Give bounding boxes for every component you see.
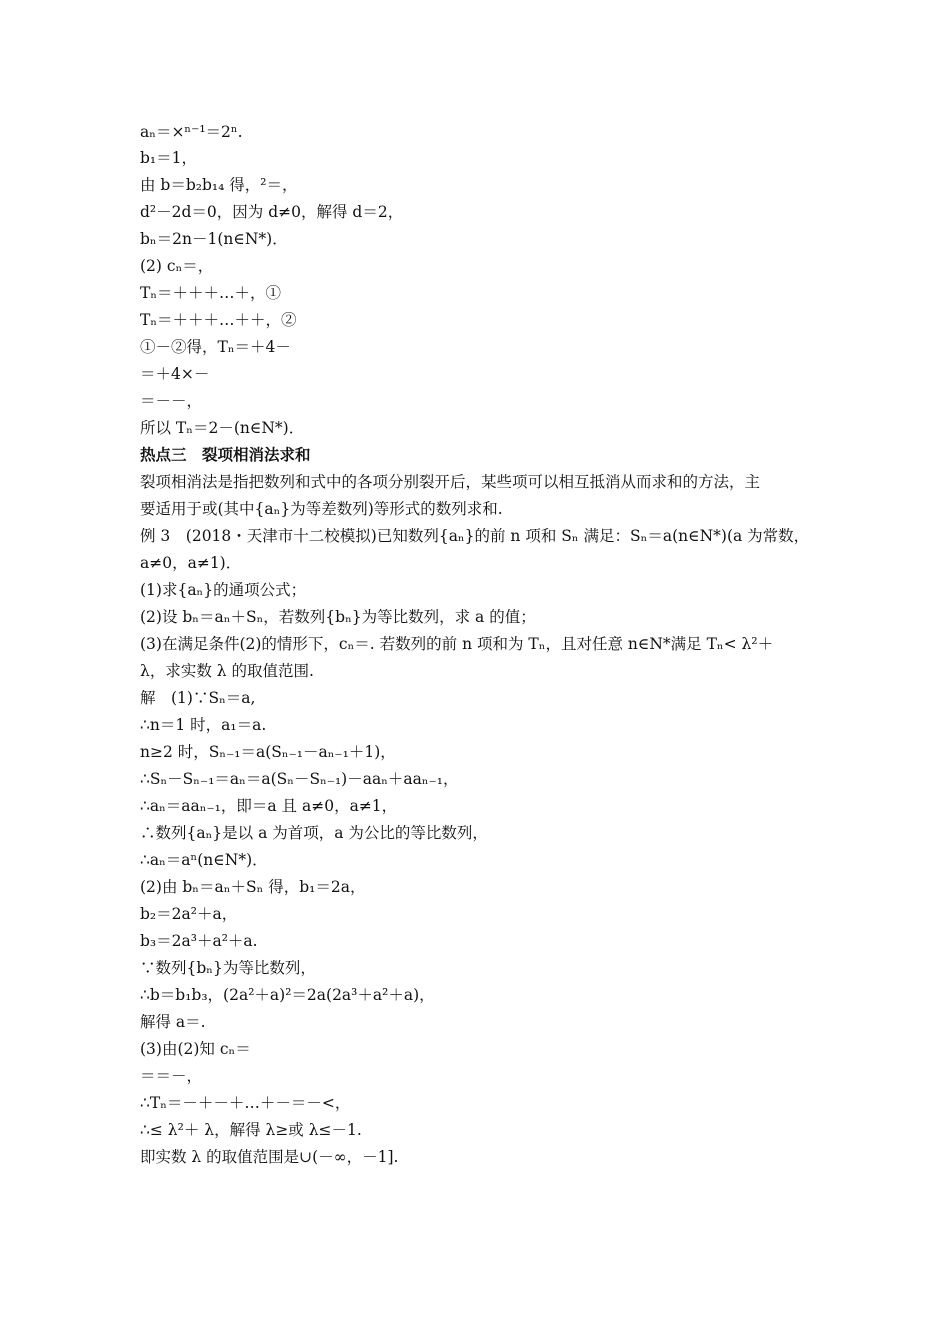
text-line: b₁＝1， [140, 149, 197, 167]
text-line: b₂＝2a²＋a， [140, 905, 238, 923]
example-title: 例 3 (2018・天津市十二校模拟)已知数列{aₙ}的前 n 项和 Sₙ 满足：Sₙ＝a(n∈N*)(a 为常数， [140, 527, 810, 545]
text-line: Tₙ＝＋＋＋…＋＋，② [140, 311, 297, 329]
text-line: 所以 Tₙ＝2－(n∈N*)． [140, 419, 305, 437]
text-line: ∴aₙ＝aⁿ(n∈N*)． [140, 851, 268, 869]
text-line: (3)在满足条件(2)的情形下，cₙ＝. 若数列的前 n 项和为 Tₙ，且对任意 n∈N*满足 Tₙ< λ²＋ [140, 635, 774, 653]
text-line: n≥2 时，Sₙ₋₁＝a(Sₙ₋₁－aₙ₋₁＋1)， [140, 743, 396, 761]
text-line: ＝＋4×－ [140, 365, 210, 383]
text-line: 即实数 λ 的取值范围是∪(－∞，－1]. [140, 1148, 399, 1166]
text-line: ①－②得，Tₙ＝＋4－ [140, 338, 291, 356]
solution-label: 解 (1)∵Sₙ＝a, [140, 689, 256, 707]
text-line: bₙ＝2n－1(n∈N*)． [140, 230, 288, 248]
text-line: ∵数列{bₙ}为等比数列， [140, 959, 316, 977]
text-line: b₃＝2a³＋a²＋a. [140, 932, 258, 950]
text-line: ∴数列{aₙ}是以 a 为首项，a 为公比的等比数列， [140, 824, 488, 842]
text-line: ＝－－， [140, 392, 203, 410]
text-line: ＝＝－， [140, 1067, 203, 1085]
text-line: ∴aₙ＝aaₙ₋₁，即＝a 且 a≠0，a≠1， [140, 797, 398, 815]
text-line: (2) cₙ＝， [140, 257, 214, 275]
text-line: 裂项相消法是指把数列和式中的各项分别裂开后，某些项可以相互抵消从而求和的方法，主 [140, 473, 761, 491]
text-line: λ，求实数 λ 的取值范围. [140, 662, 314, 680]
text-line: 解得 a＝. [140, 1013, 206, 1031]
text-line: ∴b＝b₁b₃，(2a²＋a)²＝2a(2a³＋a²＋a)， [140, 986, 435, 1004]
text-line: d²－2d＝0，因为 d≠0，解得 d＝2， [140, 203, 404, 221]
text-line: ∴Tₙ＝－＋－＋…＋－＝－<， [140, 1094, 351, 1112]
text-line: aₙ＝×ⁿ⁻¹＝2ⁿ. [140, 123, 243, 141]
section-heading: 热点三 裂项相消法求和 [140, 445, 311, 464]
text-line: ∴Sₙ－Sₙ₋₁＝aₙ＝a(Sₙ－Sₙ₋₁)－aaₙ＋aaₙ₋₁， [140, 770, 459, 788]
text-line: Tₙ＝＋＋＋…＋，① [140, 284, 282, 302]
text-line: 由 b＝b₂b₁₄ 得，²＝， [140, 176, 298, 194]
text-line: (1)求{aₙ}的通项公式； [140, 581, 307, 599]
text-line: ∴n＝1 时，a₁＝a. [140, 716, 267, 734]
text-line: 要适用于或(其中{aₙ}为等差数列)等形式的数列求和. [140, 500, 503, 518]
text-line: (3)由(2)知 cₙ＝ [140, 1040, 251, 1058]
text-line: a≠0，a≠1)． [140, 554, 242, 572]
text-line: ∴≤ λ²＋ λ，解得 λ≥或 λ≤－1. [140, 1121, 362, 1139]
text-line: (2)由 bₙ＝aₙ＋Sₙ 得，b₁＝2a， [140, 878, 366, 896]
text-line: (2)设 bₙ＝aₙ＋Sₙ，若数列{bₙ}为等比数列，求 a 的值； [140, 608, 536, 626]
